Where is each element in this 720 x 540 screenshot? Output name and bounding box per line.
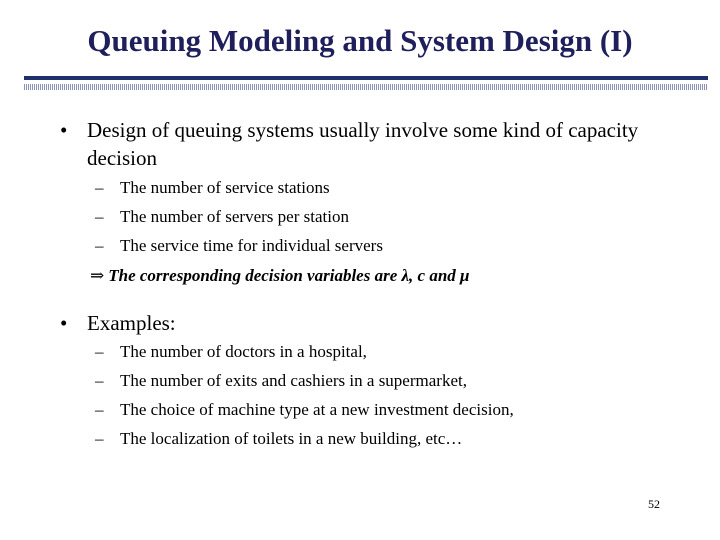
title-underline-rule <box>24 84 708 90</box>
conclusion-text: The corresponding decision variables are λ, c and μ <box>108 266 470 285</box>
dash-marker: – <box>95 207 104 226</box>
sub-item <box>95 176 330 200</box>
dash-marker: – <box>95 178 104 197</box>
bullet-text: Design of queuing systems usually involve some kind of capacity decision <box>87 118 639 170</box>
dash-marker: – <box>95 400 104 419</box>
sub-item-text: The service time for individual servers <box>120 236 383 255</box>
title-underline-bar <box>24 76 708 80</box>
example-item-text: The localization of toilets in a new building, etc… <box>120 429 463 448</box>
example-item <box>95 398 514 422</box>
dash-marker: – <box>95 429 104 448</box>
bullet-capacity-decision <box>60 116 660 172</box>
dash-marker: – <box>95 371 104 390</box>
conclusion-line <box>90 264 470 288</box>
bullet-examples <box>60 309 660 337</box>
example-item-text: The choice of machine type at a new investment decision, <box>120 400 514 419</box>
bullet-marker: • <box>60 311 68 335</box>
sub-item <box>95 234 383 258</box>
sub-item-text: The number of servers per station <box>120 207 349 226</box>
implies-arrow-icon: ⇒ <box>90 266 105 285</box>
page-number: 52 <box>648 497 660 511</box>
example-item <box>95 427 462 451</box>
slide-title: Queuing Modeling and System Design (I) <box>87 23 633 58</box>
example-item-text: The number of exits and cashiers in a supermarket, <box>120 371 467 390</box>
bullet-text: Examples: <box>87 311 176 335</box>
example-item <box>95 369 467 393</box>
bullet-marker: • <box>60 118 68 142</box>
dash-marker: – <box>95 236 104 255</box>
sub-item <box>95 205 349 229</box>
sub-item-text: The number of service stations <box>120 178 330 197</box>
dash-marker: – <box>95 342 104 361</box>
example-item-text: The number of doctors in a hospital, <box>120 342 367 361</box>
example-item <box>95 340 367 364</box>
